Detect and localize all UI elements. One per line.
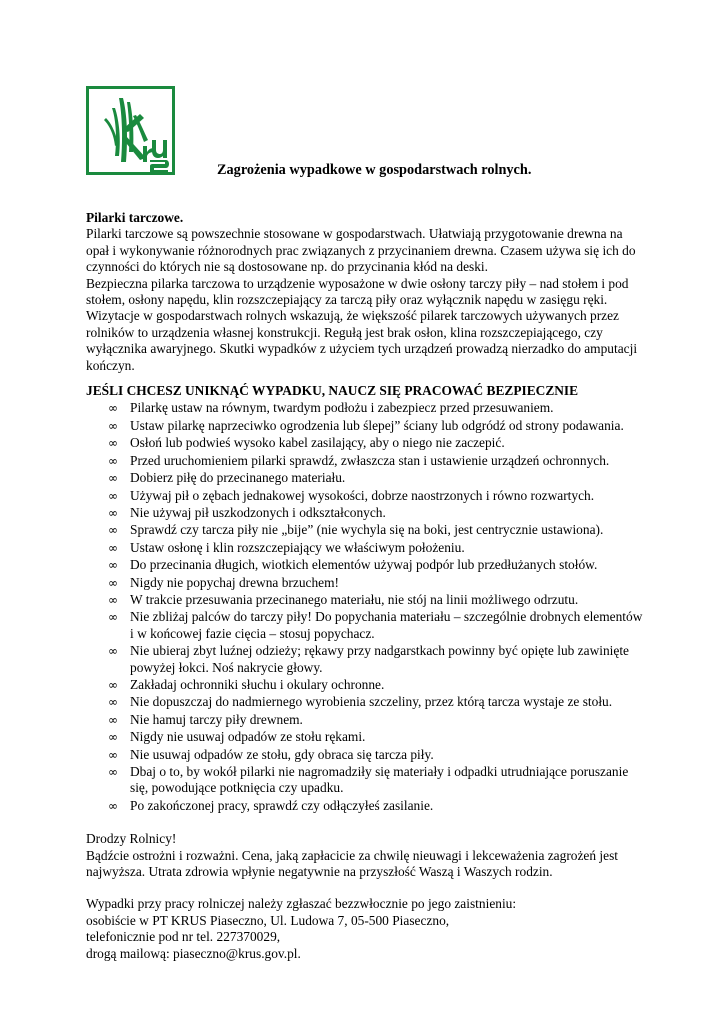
rule-text: Nigdy nie popychaj drewna brzuchem! <box>130 574 339 590</box>
contact-phone: telefonicznie pod nr tel. 227370029, <box>86 929 281 945</box>
rule-text: Nie używaj pił uszkodzonych i odkształconych. <box>130 504 386 520</box>
bullet-icon: ∞ <box>108 401 118 416</box>
closing-text: Bądźcie ostrożni i rozważni. Cena, jaką zapłacicie za chwilę nieuwagi i lekceważenia zagrożeń jest najwyższa. Utrata zdrowia wpłynie negatywnie na przyszłość Waszą i Waszych rodzin. <box>86 847 619 880</box>
contact-email: drogą mailową: piaseczno@krus.gov.pl. <box>86 945 301 961</box>
bullet-icon: ∞ <box>108 558 118 573</box>
intro-paragraph: Pilarki tarczowe są powszechnie stosowane w gospodarstwach. Ułatwiają przygotowanie drewna na opał i wykonywanie różnorodnych prac związanych z przycinaniem drewna. Czasem używa się ich do czynności do których nie są dostosowane np. do przycinania kłód na deski. <box>86 226 636 275</box>
list-item <box>86 798 646 814</box>
rule-text: W trakcie przesuwania przecinanego materiału, nie stój na linii możliwego odrzutu. <box>130 591 579 607</box>
bullet-icon: ∞ <box>108 488 118 503</box>
list-item <box>86 747 646 763</box>
bullet-icon: ∞ <box>108 540 118 555</box>
krus-logo <box>86 86 175 175</box>
rule-text: Nie hamuj tarczy piły drewnem. <box>130 711 303 727</box>
list-item <box>86 729 646 745</box>
list-item <box>86 470 646 486</box>
rule-text: Osłoń lub podwieś wysoko kabel zasilający, aby o niego nie zaczepić. <box>130 435 505 451</box>
bullet-icon: ∞ <box>108 798 118 813</box>
bullet-icon: ∞ <box>108 523 118 538</box>
bullet-icon: ∞ <box>108 677 118 692</box>
bullet-icon: ∞ <box>108 453 118 468</box>
bullet-icon: ∞ <box>108 418 118 433</box>
bullet-icon: ∞ <box>108 747 118 762</box>
rule-text: Po zakończonej pracy, sprawdź czy odłączyłeś zasilanie. <box>130 797 434 813</box>
rule-text: Nie zbliżaj palców do tarczy piły! Do popychania materiału – szczególnie drobnych elementów i w końcowej fazie cięcia – stosuj popychacz. <box>130 609 643 641</box>
rule-text: Sprawdź czy tarcza piły nie „bije” (nie wychyla się na boki, jest centrycznie ustawiona). <box>130 522 604 538</box>
bullet-icon: ∞ <box>108 712 118 727</box>
bullet-icon: ∞ <box>108 695 118 710</box>
rule-text: Pilarkę ustaw na równym, twardym podłożu i zabezpiecz przed przesuwaniem. <box>130 400 554 416</box>
list-item <box>86 488 646 504</box>
list-item <box>86 764 646 797</box>
list-item <box>86 400 646 416</box>
list-item <box>86 557 646 573</box>
list-item <box>86 677 646 693</box>
bullet-icon: ∞ <box>108 610 118 625</box>
rule-text: Ustaw osłonę i klin rozszczepiający we właściwym położeniu. <box>130 539 465 555</box>
rule-text: Nie ubieraj zbyt luźnej odzieży; rękawy przy nadgarstkach powinny być opięte lub zawinięte powyżej łokci. Noś nakrycie głowy. <box>130 643 629 675</box>
list-item <box>86 505 646 521</box>
list-item <box>86 418 646 434</box>
rules-heading: JEŚLI CHCESZ UNIKNĄĆ WYPADKU, NAUCZ SIĘ PRACOWAĆ BEZPIECZNIE <box>86 383 579 399</box>
rule-text: Nie usuwaj odpadów ze stołu, gdy obraca się tarcza piły. <box>130 746 434 762</box>
section-title: Pilarki tarczowe. <box>86 210 184 225</box>
rule-text: Przed uruchomieniem pilarki sprawdź, zwłaszcza stan i ustawienie urządzeń ochronnych. <box>130 452 610 468</box>
rule-text: Dobierz piłę do przecinanego materiału. <box>130 470 346 486</box>
list-item <box>86 609 646 642</box>
rule-text: Używaj pił o zębach jednakowej wysokości, dobrze naostrzonych i równo rozwartych. <box>130 487 595 503</box>
contact-intro: Wypadki przy pracy rolniczej należy zgłaszać bezzwłocznie po jego zaistnieniu: <box>86 896 517 912</box>
list-item <box>86 522 646 538</box>
bullet-icon: ∞ <box>108 644 118 659</box>
safety-rules-list <box>86 400 646 814</box>
list-item <box>86 712 646 728</box>
document-body <box>86 210 646 962</box>
rule-text: Nie dopuszczaj do nadmiernego wyrobienia szczeliny, przez którą tarcza wystaje ze stołu. <box>130 694 613 710</box>
bullet-icon: ∞ <box>108 730 118 745</box>
list-item <box>86 435 646 451</box>
bullet-icon: ∞ <box>108 471 118 486</box>
bullet-icon: ∞ <box>108 592 118 607</box>
list-item <box>86 643 646 676</box>
intro-paragraph: Bezpieczna pilarka tarczowa to urządzenie wyposażone w dwie osłony tarczy piły – nad stołem i pod stołem, osłony napędu, klin rozszczepiający za tarczą piły oraz wyłącznik napędu w zasięgu ręki. <box>86 275 629 308</box>
closing-greeting: Drodzy Rolnicy! <box>86 831 177 847</box>
rule-text: Do przecinania długich, wiotkich elementów używaj podpór lub przedłużanych stołów. <box>130 557 598 573</box>
document-title: Zagrożenia wypadkowe w gospodarstwach rolnych. <box>217 162 532 178</box>
bullet-icon: ∞ <box>108 765 118 779</box>
rule-text: Dbaj o to, by wokół pilarki nie nagromadziły się materiały i odpadki utrudniające poruszanie się, powodujące potknięcia czy upadku. <box>130 764 629 796</box>
intro-paragraph: Wizytacje w gospodarstwach rolnych wskazują, że większość pilarek tarczowych używanych przez rolników to urządzenia własnej konstrukcji. Regułą jest brak osłon, klina rozszczepiającego, czy wyłącznika awaryjnego. Skutki wypadków z użyciem tych urządzeń prowadzą nierzadko do amputacji kończyn. <box>86 308 638 373</box>
list-item <box>86 575 646 591</box>
bullet-icon: ∞ <box>108 436 118 451</box>
list-item <box>86 592 646 608</box>
bullet-icon: ∞ <box>108 505 118 520</box>
list-item <box>86 694 646 710</box>
list-item <box>86 540 646 556</box>
bullet-icon: ∞ <box>108 575 118 590</box>
rule-text: Zakładaj ochronniki słuchu i okulary ochronne. <box>130 676 385 692</box>
rule-text: Ustaw pilarkę naprzeciwko ogrodzenia lub ślepej” ściany lub odgródź od strony podawania. <box>130 417 624 433</box>
list-item <box>86 453 646 469</box>
contact-in-person: osobiście w PT KRUS Piaseczno, Ul. Ludowa 7, 05-500 Piaseczno, <box>86 912 450 928</box>
rule-text: Nigdy nie usuwaj odpadów ze stołu rękami. <box>130 729 366 745</box>
